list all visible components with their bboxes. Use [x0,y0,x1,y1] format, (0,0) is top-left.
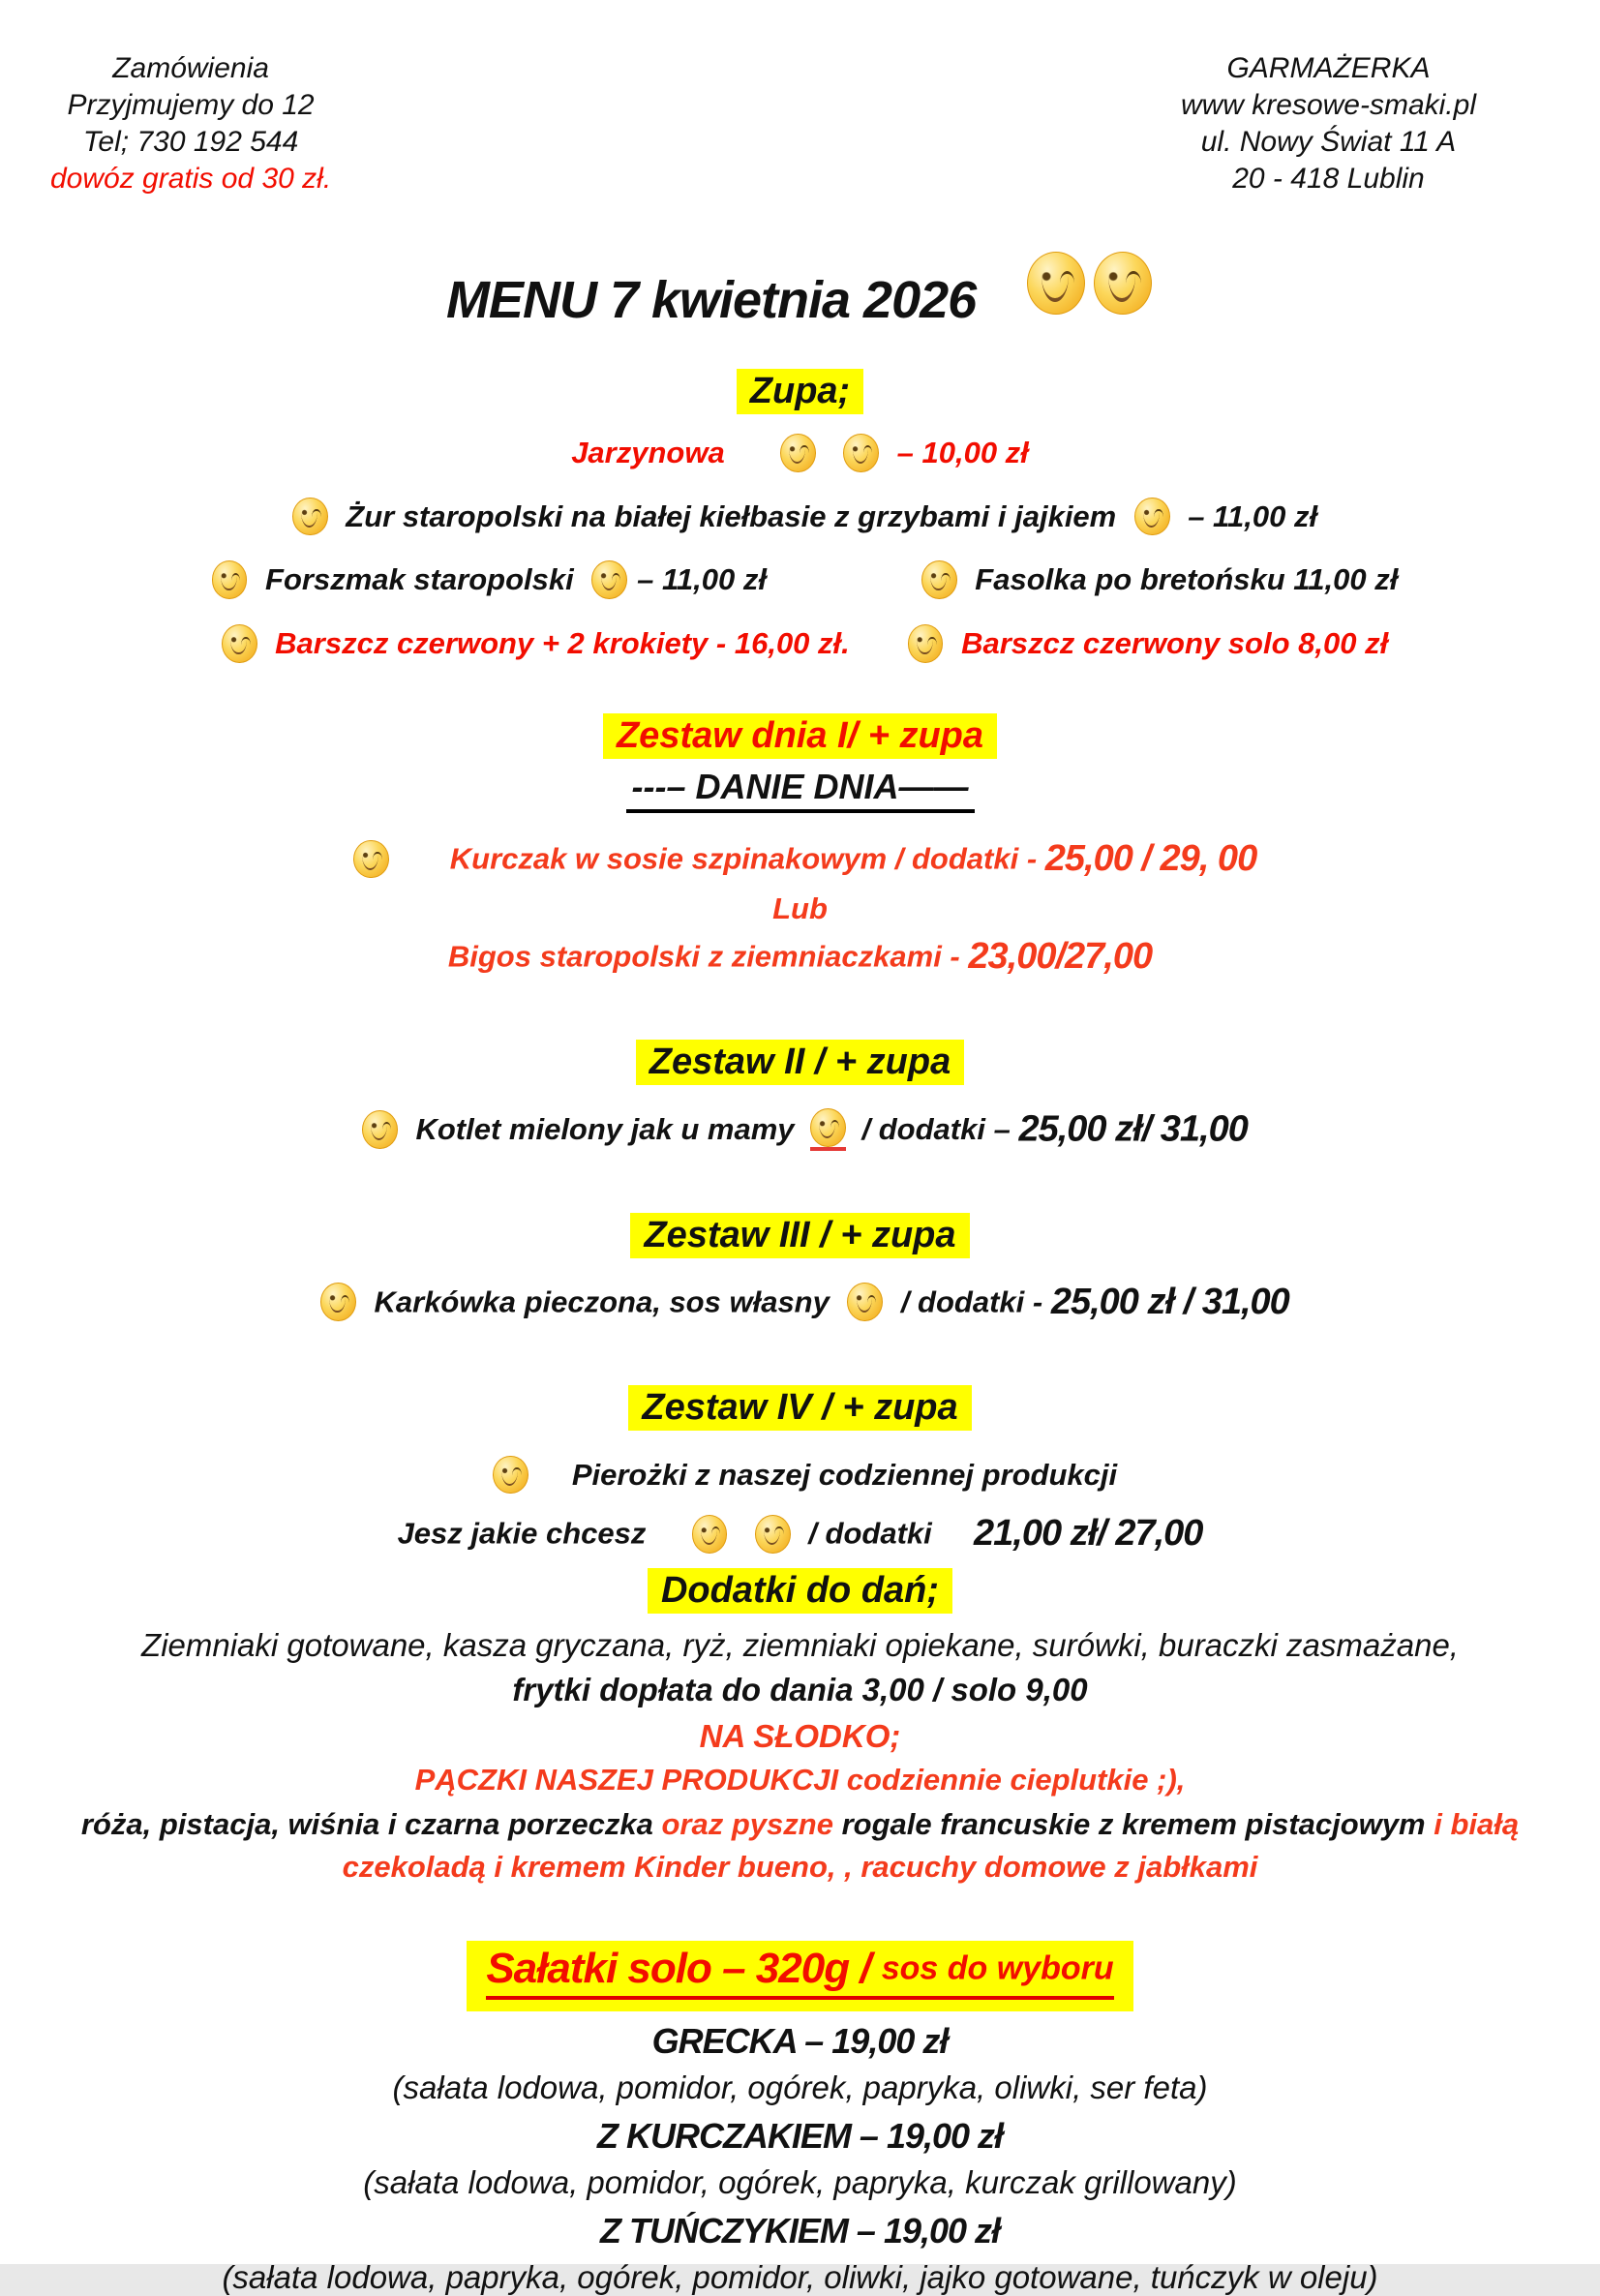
title-row [0,252,1600,330]
set4-heading: Zestaw IV / + zupa [628,1385,971,1431]
wink-emoji-icon [843,434,879,472]
salads-heading [486,1945,1113,2000]
salad-item-desc: (sałata lodowa, pomidor, ogórek, papryka, oliwki, ser feta) [392,2069,1208,2106]
dish-price: 25,00 / 29, 00 [1044,838,1257,880]
soup-item-barszcz-krokiety [212,624,850,663]
wink-emoji-icon [212,560,248,599]
soup-name: Fasolka po bretońsku 11,00 zł [975,562,1399,597]
set2-item-kotlet [0,1108,1600,1151]
set4-item-jesz [0,1513,1600,1555]
dish-suffix: / dodatki [808,1516,932,1551]
sides-list: Ziemniaki gotowane, kasza gryczana, ryż, ziemniaki opiekane, surówki, buraczki zasmażane, [141,1627,1459,1664]
wink-emoji-red-underline-icon [810,1108,846,1151]
soup-section [0,369,1600,414]
set1-item-bigos [0,936,1600,978]
set4-item-pierozki [0,1456,1600,1495]
dish-name: Karkówka pieczona, sos własny [374,1284,830,1319]
dish-price: 23,00/27,00 [968,935,1153,977]
salad-item-desc: (sałata lodowa, pomidor, ogórek, papryka, kurczak grillowany) [363,2164,1237,2201]
or-label-row [0,890,1600,926]
set2-heading: Zestaw II / + zupa [636,1040,964,1085]
soup-item-fasolka [912,560,1398,599]
free-delivery-note: dowóz gratis od 30 zł. [50,163,332,195]
flavors-black-text2: rogale francuskie z kremem pistacjowym [841,1807,1434,1842]
set4-section [0,1385,1600,1431]
dish-price: 25,00 zł/ 31,00 [1018,1108,1248,1150]
fries-surcharge: frytki dopłata do dania 3,00 / solo 9,00 [512,1672,1088,1708]
wink-emoji-icon [921,560,957,599]
dish-suffix: / dodatki - [900,1284,1043,1319]
soup-item-zur [0,498,1600,536]
orders-hours: Przyjmujemy do 12 [67,89,315,121]
dish-name: Bigos staropolski z ziemniaczkami - [447,939,960,974]
soup-name: Barszcz czerwony solo 8,00 zł [961,626,1389,661]
soup-item-jarzynowa [0,434,1600,472]
set3-item-karkowka [0,1282,1600,1323]
dish-of-day-row [0,767,1600,813]
wink-emoji-icon [222,624,257,663]
wink-emoji-icon [847,1283,883,1321]
salad-item-name: GRECKA – 19,00 zł [651,2021,949,2062]
soup-name: Forszmak staropolski [265,562,574,597]
set2-section [0,1040,1600,1085]
dish-price: 21,00 zł/ 27,00 [974,1513,1203,1555]
sweets-heading: NA SŁODKO; [699,1718,901,1755]
flavors-red-text2: i białą [1434,1807,1520,1842]
soup-price: – 11,00 zł [1188,498,1318,533]
set1-item-kurczak [0,838,1600,880]
header-right [1181,50,1476,197]
soup-item-forszmak [202,560,767,599]
set3-section [0,1213,1600,1258]
salad-item-name: Z KURCZAKIEM – 19,00 zł [596,2116,1004,2157]
salad-item-desc: (sałata lodowa, papryka, ogórek, pomidor, oliwki, jajko gotowane, tuńczyk w oleju) [222,2259,1378,2296]
dish-suffix: / dodatki – [861,1111,1011,1146]
wink-emoji-icon [493,1456,528,1495]
soup-row-two-col [0,560,1600,599]
set1-section [0,713,1600,759]
wink-emoji-icon [1134,498,1170,536]
sides-section [0,1568,1600,1614]
wink-emoji-icon [755,1515,791,1554]
wink-emoji-icon [780,434,816,472]
soup-row-barszcz [0,624,1600,663]
header [0,50,1600,197]
wink-emoji-icon [591,560,627,599]
dish-price: 25,00 zł / 31,00 [1050,1281,1289,1322]
sweets-chocolate-line: czekoladą i kremem Kinder bueno, , racuchy domowe z jabłkami [342,1850,1258,1885]
flavors-red-text: oraz pyszne [661,1807,842,1842]
set1-heading: Zestaw dnia I/ + zupa [603,713,997,759]
dish-name: Jesz jakie chcesz [397,1516,647,1551]
soup-name: Barszcz czerwony + 2 krokiety - 16,00 zł. [275,626,850,661]
company-name: GARMAŻERKA [1226,52,1431,84]
salad-item-name: Z TUŃCZYKIEM – 19,00 zł [599,2211,1001,2251]
flavors-black-text: róża, pistacja, wiśnia i czarna porzeczka [80,1807,662,1842]
wink-emoji-icon [908,624,944,663]
city-address: 20 - 418 Lublin [1232,163,1425,195]
wink-emoji-icon [692,1515,728,1554]
wink-emoji-icon [362,1110,398,1149]
set3-heading: Zestaw III / + zupa [630,1213,969,1258]
wink-emoji-icon [320,1283,356,1321]
wink-emoji-icon [1094,252,1152,315]
sweets-paczki-line: PĄCZKI NASZEJ PRODUKCJI codziennie cieplutkie ;), [414,1763,1186,1798]
or-label: Lub [772,891,828,925]
soup-price: – 11,00 zł [637,562,767,597]
sweets-flavors-line [0,1805,1600,1842]
orders-label: Zamówienia [112,52,269,84]
wink-emoji-icon [292,498,328,536]
dish-name: Kotlet mielony jak u mamy [415,1111,795,1146]
street-address: ul. Nowy Świat 11 A [1200,126,1457,158]
salads-heading-sub: sos do wyboru [881,1949,1114,1987]
soup-item-barszcz-solo [898,624,1388,663]
wink-emoji-icon [353,840,389,879]
soup-name: Żur staropolski na białej kiełbasie z grzybami i jajkiem [346,498,1117,533]
wink-emoji-icon [1027,252,1085,315]
dish-name: Pierożki z naszej codziennej produkcji [571,1457,1118,1492]
soup-section-heading: Zupa; [737,369,863,414]
dish-of-day-label: ---– DANIE DNIA—— [626,767,975,813]
website: www kresowe-smaki.pl [1180,89,1476,121]
sides-heading: Dodatki do dań; [648,1568,952,1614]
salads-section [0,1941,1600,2011]
wink-emoji-icon [810,1108,846,1147]
page-title: MENU 7 kwietnia 2026 [445,270,977,329]
phone-number: Tel; 730 192 544 [82,126,299,158]
salads-heading-highlight [467,1941,1132,2011]
dish-name: Kurczak w sosie szpinakowym / dodatki - [449,841,1038,876]
soup-price: – 10,00 zł [896,435,1029,469]
salads-heading-main: Sałatki solo – 320g / [486,1945,882,1993]
header-left [50,50,331,197]
soup-name: Jarzynowa [571,435,725,469]
